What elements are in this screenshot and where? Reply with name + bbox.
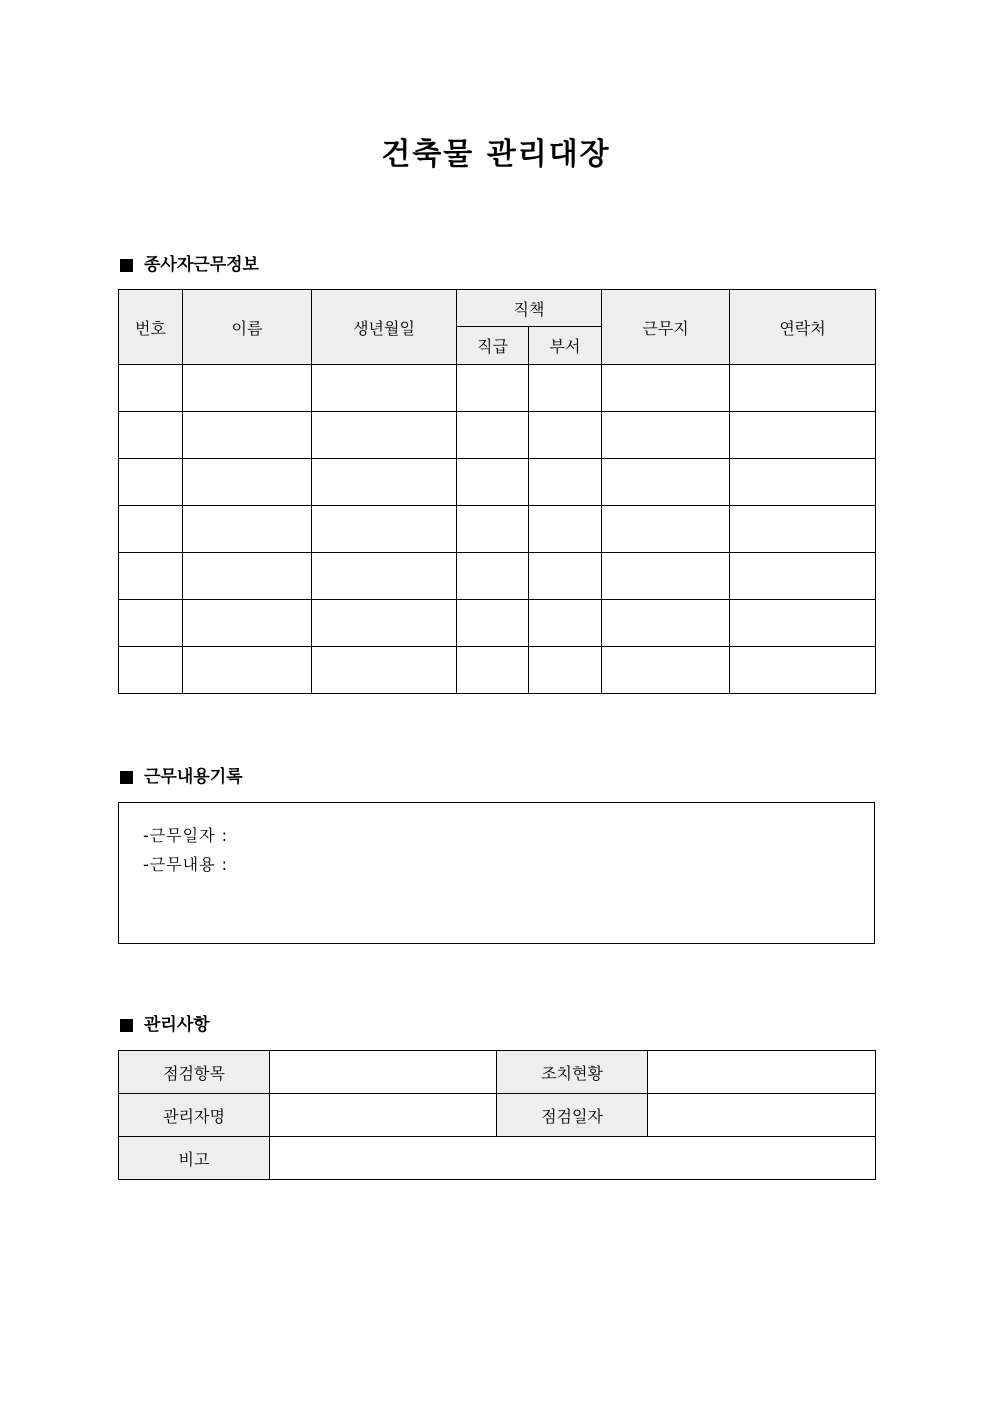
name-cell[interactable] [183, 506, 312, 553]
header-name: 이름 [183, 290, 312, 365]
birthdate-cell[interactable] [312, 553, 457, 600]
contact-cell[interactable] [730, 553, 876, 600]
management-section-title: 관리사항 [144, 1015, 210, 1035]
rank-cell[interactable] [457, 600, 529, 647]
inspection-item-label: 점검항목 [119, 1051, 270, 1094]
department-cell[interactable] [529, 647, 602, 694]
workplace-cell[interactable] [602, 647, 730, 694]
contact-cell[interactable] [730, 647, 876, 694]
header-rank: 직급 [457, 327, 529, 365]
number-cell[interactable] [119, 647, 183, 694]
header-number: 번호 [119, 290, 183, 365]
management-table [118, 1050, 876, 1180]
staff-table [118, 289, 876, 694]
staff-section-heading [118, 253, 259, 277]
department-cell[interactable] [529, 459, 602, 506]
square-bullet-icon [120, 1019, 133, 1032]
number-cell[interactable] [119, 412, 183, 459]
birthdate-cell[interactable] [312, 647, 457, 694]
remarks-field[interactable] [270, 1137, 876, 1180]
rank-cell[interactable] [457, 412, 529, 459]
workplace-cell[interactable] [602, 553, 730, 600]
table-row [119, 412, 876, 459]
contact-cell[interactable] [730, 600, 876, 647]
square-bullet-icon [120, 771, 133, 784]
department-cell[interactable] [529, 412, 602, 459]
record-section-title: 근무내용기록 [144, 767, 243, 787]
number-cell[interactable] [119, 365, 183, 412]
page-title: 건축물 관리대장 [381, 137, 611, 172]
rank-cell[interactable] [457, 365, 529, 412]
contact-cell[interactable] [730, 506, 876, 553]
remarks-label: 비고 [119, 1137, 270, 1180]
department-cell[interactable] [529, 553, 602, 600]
action-status-field[interactable] [648, 1051, 876, 1094]
table-row [119, 459, 876, 506]
birthdate-cell[interactable] [312, 459, 457, 506]
header-birthdate: 생년월일 [312, 290, 457, 365]
table-row [119, 1094, 876, 1137]
contact-cell[interactable] [730, 412, 876, 459]
department-cell[interactable] [529, 365, 602, 412]
name-cell[interactable] [183, 365, 312, 412]
record-section-heading [118, 765, 243, 789]
birthdate-cell[interactable] [312, 506, 457, 553]
birthdate-cell[interactable] [312, 600, 457, 647]
manager-name-label: 관리자명 [119, 1094, 270, 1137]
action-status-label: 조치현황 [497, 1051, 648, 1094]
table-row [119, 553, 876, 600]
work-date-label: -근무일자 : [143, 826, 229, 845]
name-cell[interactable] [183, 647, 312, 694]
header-contact: 연락처 [730, 290, 876, 365]
name-cell[interactable] [183, 412, 312, 459]
number-cell[interactable] [119, 600, 183, 647]
contact-cell[interactable] [730, 365, 876, 412]
workplace-cell[interactable] [602, 365, 730, 412]
square-bullet-icon [120, 259, 133, 272]
management-section-heading [118, 1013, 210, 1037]
header-workplace: 근무지 [602, 290, 730, 365]
rank-cell[interactable] [457, 506, 529, 553]
department-cell[interactable] [529, 600, 602, 647]
department-cell[interactable] [529, 506, 602, 553]
name-cell[interactable] [183, 600, 312, 647]
rank-cell[interactable] [457, 647, 529, 694]
staff-section-title: 종사자근무정보 [144, 255, 259, 275]
table-row [119, 600, 876, 647]
number-cell[interactable] [119, 459, 183, 506]
work-content-label: -근무내용 : [143, 855, 229, 874]
rank-cell[interactable] [457, 459, 529, 506]
number-cell[interactable] [119, 506, 183, 553]
table-row [119, 1051, 876, 1094]
name-cell[interactable] [183, 459, 312, 506]
table-row [119, 365, 876, 412]
work-record-box[interactable] [118, 802, 875, 944]
inspection-date-field[interactable] [648, 1094, 876, 1137]
workplace-cell[interactable] [602, 412, 730, 459]
table-row [119, 506, 876, 553]
table-row [119, 647, 876, 694]
inspection-item-field[interactable] [270, 1051, 497, 1094]
workplace-cell[interactable] [602, 506, 730, 553]
header-department: 부서 [529, 327, 602, 365]
workplace-cell[interactable] [602, 459, 730, 506]
number-cell[interactable] [119, 553, 183, 600]
workplace-cell[interactable] [602, 600, 730, 647]
birthdate-cell[interactable] [312, 365, 457, 412]
manager-name-field[interactable] [270, 1094, 497, 1137]
contact-cell[interactable] [730, 459, 876, 506]
birthdate-cell[interactable] [312, 412, 457, 459]
header-position: 직책 [457, 290, 602, 327]
table-row [119, 1137, 876, 1180]
name-cell[interactable] [183, 553, 312, 600]
inspection-date-label: 점검일자 [497, 1094, 648, 1137]
rank-cell[interactable] [457, 553, 529, 600]
